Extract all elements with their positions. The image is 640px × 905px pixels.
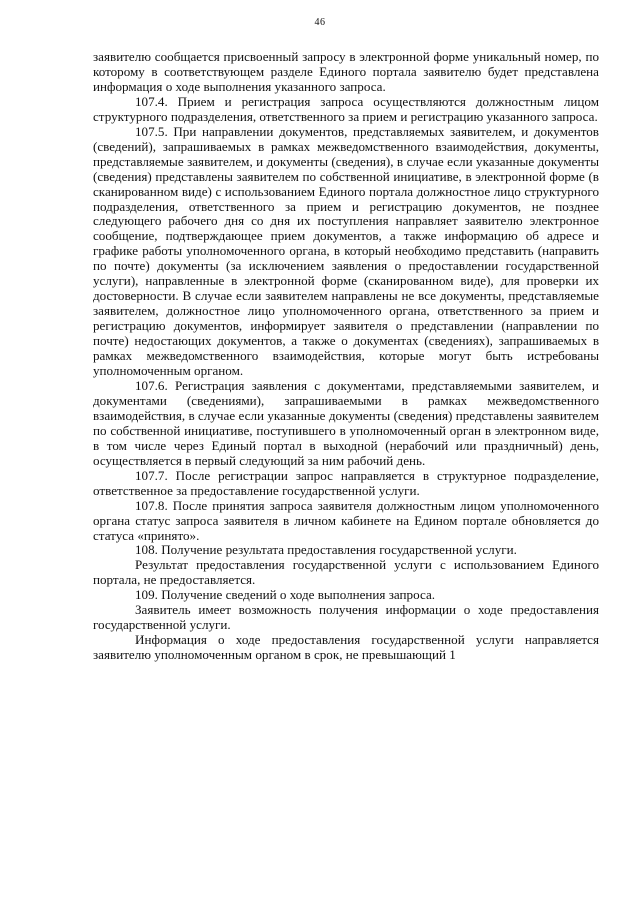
- paragraph-107-7: 107.7. После регистрации запрос направляется в структурное подразделение, ответственное за предоставление государственной услуги.: [93, 467, 599, 498]
- paragraph-108-body: Результат предоставления государственной услуги с использованием Единого портала, не предоставляется.: [93, 557, 599, 588]
- paragraph-continuation: заявителю сообщается присвоенный запросу в электронной форме уникальный номер, по которому в соответствующем разделе Единого портала заявителю будет представлена информация о ходе выполнения указанного запроса.: [93, 49, 599, 94]
- document-body: [93, 50, 599, 663]
- paragraph-109-body: Заявитель имеет возможность получения информации о ходе предоставления государственной услуги.: [93, 602, 599, 633]
- paragraph-108-heading: 108. Получение результата предоставления государственной услуги.: [135, 542, 517, 558]
- paragraph-107-6: 107.6. Регистрация заявления с документами, представляемыми заявителем, и документами (сведениями), запрашиваемыми в рамках межведомственного взаимодействия, в случае если указанные документы (сведения) представлены заявителем по собственной инициативе, поступившего в уполномоченный орган в электронном виде, в том числе через Единый портал в выходной (нерабочий или праздничный) день, осуществляется в первый следующий за ним рабочий день.: [93, 377, 599, 468]
- paragraph-109-heading: 109. Получение сведений о ходе выполнения запроса.: [135, 587, 436, 603]
- paragraph-107-8: 107.8. После принятия запроса заявителя должностным лицом уполномоченного органа статус запроса заявителя в личном кабинете на Едином портале обновляется до статуса «принято».: [93, 497, 599, 543]
- paragraph-107-4: 107.4. Прием и регистрация запроса осуществляются должностным лицом структурного подразделения, ответственного за прием и регистрацию указанного запроса.: [93, 93, 599, 124]
- page-number: 46: [314, 17, 326, 28]
- paragraph-107-5: 107.5. При направлении документов, представляемых заявителем, и документов (сведений), запрашиваемых в рамках межведомственного взаимодействия, документы, представляемые заявителем, и документы (сведения), в случае если указанные документы (сведения) представлены заявителем по собственной инициативе, в электронной форме (в сканированном виде) с использованием Единого портала должностное лицо структурного подразделения, ответственного за прием и регистрацию документов, не позднее следующего рабочего дня со дня их поступления направляет заявителю электронное сообщение, подтверждающее прием документов, а также информацию об адресе и графике работы уполномоченного органа, в который необходимо представить (направить по почте) документы (за исключением заявления о предоставлении государственной услуги), направленные в электронной форме (сканированном виде), для проверки их достоверности. В случае если заявителем направлены не все документы, представляемые заявителем, должностное лицо уполномоченного органа, ответственного за прием и регистрацию документов, информирует заявителя о представлении (направлении по почте) недостающих документов, а также о документах (сведениях), запрашиваемых в рамках межведомственного взаимодействия, которые могут быть истребованы уполномоченным органом.: [93, 123, 599, 379]
- paragraph-109-info: Информация о ходе предоставления государственной услуги направляется заявителю уполномоченным органом в срок, не превышающий 1: [93, 632, 599, 663]
